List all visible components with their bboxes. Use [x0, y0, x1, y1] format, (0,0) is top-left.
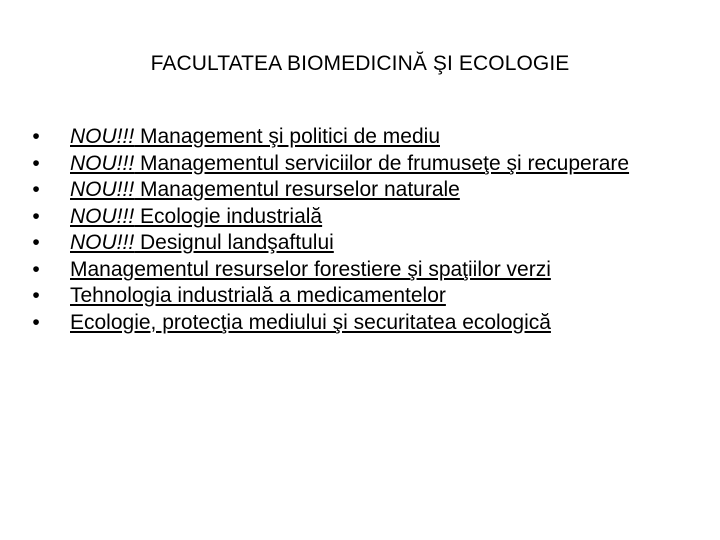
program-name: Ecologie industrială [134, 204, 323, 228]
program-name: Managementul resurselor forestiere şi spaţiilor verzi [70, 257, 551, 281]
program-name: Managementul resurselor naturale [134, 178, 460, 201]
list-item [30, 177, 670, 204]
list-item [30, 310, 670, 337]
program-name: Management şi politici de mediu [134, 125, 440, 148]
bullet-icon: • [32, 204, 40, 228]
new-tag: NOU!!! [70, 125, 135, 148]
program-name: Ecologie, protecţia mediului şi securitatea ecologică [70, 310, 551, 334]
bullet-icon: • [32, 310, 40, 334]
slide-title: FACULTATEA BIOMEDICINĂ ŞI ECOLOGIE [150, 52, 570, 75]
new-tag: NOU!!! [70, 151, 135, 175]
list-item [30, 257, 670, 284]
bullet-icon: • [32, 284, 40, 307]
list-item [30, 204, 670, 231]
program-list [30, 124, 670, 336]
new-tag: NOU!!! [70, 204, 135, 228]
list-item [30, 124, 670, 151]
bullet-icon: • [32, 151, 40, 175]
bullet-icon: • [32, 257, 40, 281]
list-item [30, 151, 670, 178]
program-name: Managementul serviciilor de frumuseţe şi recuperare [134, 151, 630, 175]
list-item [30, 230, 670, 257]
new-tag: NOU!!! [70, 178, 135, 201]
bullet-icon: • [32, 178, 40, 201]
bullet-icon: • [32, 231, 40, 254]
program-name: Tehnologia industrială a medicamentelor [70, 284, 446, 307]
list-item [30, 283, 670, 310]
new-tag: NOU!!! [70, 231, 135, 254]
bullet-icon: • [32, 125, 40, 148]
program-name: Designul landşaftului [134, 231, 334, 254]
